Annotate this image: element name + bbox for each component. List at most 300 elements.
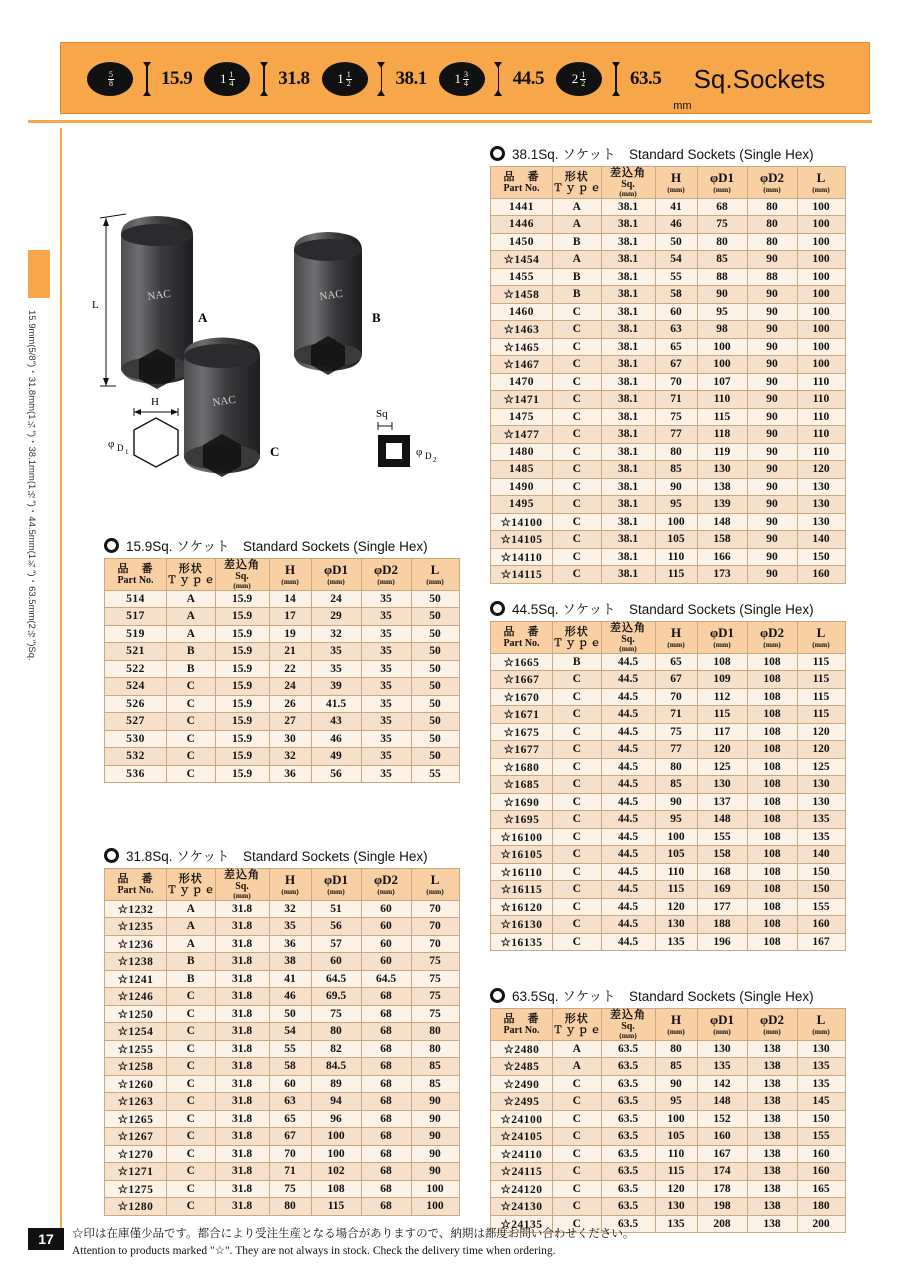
col-h-unit: (mm) <box>667 639 685 649</box>
cell-part-no: ☆1255 <box>105 1040 167 1058</box>
cell-d1: 85 <box>697 251 747 269</box>
cell-l: 75 <box>411 988 459 1006</box>
dimension-arrow-icon <box>374 62 390 96</box>
socket-illustration-svg <box>86 140 476 520</box>
col-d1-en: φD1 <box>323 872 348 888</box>
cell-d2: 35 <box>361 625 411 643</box>
table-row <box>491 671 846 689</box>
cell-part-no: 519 <box>105 625 167 643</box>
cell-d1: 130 <box>697 461 747 479</box>
cell-h: 95 <box>655 811 697 829</box>
cell-h: 63 <box>655 321 697 339</box>
cell-l: 70 <box>411 935 459 953</box>
cell-drive: 38.1 <box>601 251 655 269</box>
size-whole: 2 <box>571 71 579 86</box>
cell-drive: 63.5 <box>601 1198 655 1216</box>
col-h-en: H <box>284 872 296 888</box>
cell-d1: 32 <box>311 625 361 643</box>
header-band <box>60 42 870 114</box>
col-h-en: H <box>670 625 682 641</box>
cell-l: 135 <box>797 1058 845 1076</box>
table-wrapper-15-9 <box>104 558 460 783</box>
cell-type: C <box>553 461 602 479</box>
cell-drive: 38.1 <box>601 321 655 339</box>
cell-h: 67 <box>269 1128 311 1146</box>
cell-h: 50 <box>655 233 697 251</box>
cell-d2: 90 <box>747 286 797 304</box>
cell-part-no: ☆1477 <box>491 426 553 444</box>
section-title-44-5 <box>490 598 814 618</box>
size-fraction-denominator: 8 <box>109 78 113 88</box>
cell-d1: 100 <box>311 1128 361 1146</box>
cell-type: A <box>553 1058 602 1076</box>
cell-d1: 69.5 <box>311 988 361 1006</box>
cell-part-no: ☆24105 <box>491 1128 553 1146</box>
table-row <box>491 741 846 759</box>
col-type-en: Ｔ ｙ ｐ ｅ <box>167 884 215 896</box>
socket-b-graphic <box>294 232 381 375</box>
cell-part-no: ☆16110 <box>491 863 553 881</box>
col-type-jp: 形状 <box>178 872 203 885</box>
table-row <box>491 793 846 811</box>
cell-d1: 115 <box>697 408 747 426</box>
cell-d1: 98 <box>697 321 747 339</box>
size-fraction-numerator: 1 <box>581 69 586 79</box>
cell-h: 110 <box>655 863 697 881</box>
cell-d2: 108 <box>747 828 797 846</box>
cell-h: 70 <box>655 688 697 706</box>
cell-d1: 35 <box>311 660 361 678</box>
header-size-item-3 <box>322 62 427 96</box>
cell-part-no: ☆1690 <box>491 793 553 811</box>
cell-type: C <box>553 1180 602 1198</box>
table-wrapper-38-1 <box>490 166 846 584</box>
cell-type: C <box>167 1110 216 1128</box>
col-d2-en: φD2 <box>759 170 784 186</box>
cell-h: 55 <box>269 1040 311 1058</box>
cell-h: 46 <box>655 216 697 234</box>
size-badge-icon <box>556 62 602 96</box>
cell-type: C <box>553 356 602 374</box>
svg-text:B: B <box>372 310 381 325</box>
cell-d2: 60 <box>361 935 411 953</box>
col-drive-unit: (mm) <box>619 644 637 654</box>
table-row <box>491 863 846 881</box>
cell-d2: 35 <box>361 713 411 731</box>
cell-h: 115 <box>655 566 697 584</box>
cell-type: C <box>553 741 602 759</box>
cell-type: C <box>553 1198 602 1216</box>
cell-h: 130 <box>655 1198 697 1216</box>
cell-l: 75 <box>411 1005 459 1023</box>
cell-drive: 38.1 <box>601 426 655 444</box>
cell-h: 36 <box>269 765 311 783</box>
cell-part-no: ☆14115 <box>491 566 553 584</box>
table-row <box>491 811 846 829</box>
cell-l: 110 <box>797 408 845 426</box>
table-row <box>491 688 846 706</box>
cell-type: C <box>553 1093 602 1111</box>
table-row <box>105 1058 460 1076</box>
cell-type: C <box>553 373 602 391</box>
col-drive-en: Sq. <box>621 634 635 646</box>
cell-part-no: ☆1685 <box>491 776 553 794</box>
cell-h: 19 <box>269 625 311 643</box>
cell-drive: 31.8 <box>215 918 269 936</box>
cell-type: C <box>553 863 602 881</box>
cell-drive: 44.5 <box>601 776 655 794</box>
header-divider <box>28 120 872 123</box>
col-d2-unit: (mm) <box>763 639 781 649</box>
cell-d2: 68 <box>361 1163 411 1181</box>
cell-drive: 31.8 <box>215 970 269 988</box>
table-wrapper-44-5 <box>490 621 846 951</box>
cell-type: A <box>167 900 216 918</box>
header-size-item-2 <box>204 62 309 96</box>
table-row <box>491 426 846 444</box>
table-row <box>491 321 846 339</box>
table-row <box>105 1040 460 1058</box>
cell-l: 90 <box>411 1093 459 1111</box>
cell-l: 150 <box>797 863 845 881</box>
col-d1 <box>311 869 361 901</box>
cell-d1: 100 <box>697 356 747 374</box>
cell-type: A <box>167 918 216 936</box>
cell-l: 180 <box>797 1198 845 1216</box>
col-drive-jp: 差込角 <box>224 869 260 881</box>
size-mm-value: 44.5 <box>512 68 544 89</box>
section-title-label: 15.9Sq. ソケット Standard Sockets (Single Hex) <box>126 539 428 554</box>
cell-l: 100 <box>797 286 845 304</box>
table-row <box>105 765 460 783</box>
table-wrapper-31-8 <box>104 868 460 1216</box>
cell-part-no: ☆1467 <box>491 356 553 374</box>
cell-drive: 44.5 <box>601 846 655 864</box>
table-row <box>105 1110 460 1128</box>
cell-type: C <box>553 688 602 706</box>
cell-drive: 38.1 <box>601 566 655 584</box>
cell-d1: 130 <box>697 1040 747 1058</box>
cell-part-no: 1450 <box>491 233 553 251</box>
cell-type: C <box>553 408 602 426</box>
cell-type: C <box>167 1075 216 1093</box>
cell-drive: 15.9 <box>215 608 269 626</box>
cell-part-no: 514 <box>105 590 167 608</box>
col-d1 <box>311 559 361 591</box>
page-number: 17 <box>28 1228 64 1250</box>
spec-table-31-8 <box>104 868 460 1216</box>
cell-l: 50 <box>411 608 459 626</box>
cell-h: 115 <box>655 881 697 899</box>
cell-d1: 118 <box>697 426 747 444</box>
table-row <box>105 1075 460 1093</box>
cell-d2: 90 <box>747 478 797 496</box>
cell-part-no: 521 <box>105 643 167 661</box>
cell-l: 100 <box>797 233 845 251</box>
cell-part-no: ☆1670 <box>491 688 553 706</box>
cell-type: C <box>167 1198 216 1216</box>
col-drive-en: Sq. <box>621 1021 635 1033</box>
cell-h: 41 <box>269 970 311 988</box>
cell-d1: 169 <box>697 881 747 899</box>
cell-d2: 138 <box>747 1180 797 1198</box>
cell-drive: 31.8 <box>215 900 269 918</box>
section-title-label: 44.5Sq. ソケット Standard Sockets (Single Hex) <box>512 602 814 617</box>
cell-l: 115 <box>797 706 845 724</box>
col-d2-unit: (mm) <box>377 576 395 586</box>
cell-drive: 63.5 <box>601 1145 655 1163</box>
cell-l: 115 <box>797 653 845 671</box>
cell-part-no: ☆1250 <box>105 1005 167 1023</box>
cell-type: C <box>553 1215 602 1233</box>
cell-d2: 138 <box>747 1128 797 1146</box>
cell-drive: 44.5 <box>601 881 655 899</box>
cell-drive: 38.1 <box>601 286 655 304</box>
cell-d1: 158 <box>697 846 747 864</box>
cell-d2: 108 <box>747 723 797 741</box>
col-d1-en: φD1 <box>709 625 734 641</box>
col-drive-jp: 差込角 <box>610 622 646 634</box>
size-fraction-denominator: 4 <box>464 78 468 88</box>
cell-d2: 68 <box>361 1180 411 1198</box>
cell-drive: 38.1 <box>601 531 655 549</box>
cell-part-no: ☆16120 <box>491 898 553 916</box>
cell-h: 24 <box>269 678 311 696</box>
cell-type: C <box>167 695 216 713</box>
size-fraction <box>229 71 235 88</box>
cell-d2: 138 <box>747 1110 797 1128</box>
cell-part-no: ☆1267 <box>105 1128 167 1146</box>
spec-table-38-1 <box>490 166 846 584</box>
cell-type: C <box>553 811 602 829</box>
bullet-ring-icon <box>490 146 505 161</box>
col-d2 <box>747 1009 797 1041</box>
cell-d2: 68 <box>361 1058 411 1076</box>
cell-h: 50 <box>269 1005 311 1023</box>
cell-d1: 125 <box>697 758 747 776</box>
cell-h: 71 <box>655 706 697 724</box>
cell-h: 115 <box>655 1163 697 1181</box>
header-size-item-5 <box>556 62 661 96</box>
cell-h: 75 <box>269 1180 311 1198</box>
cell-l: 115 <box>797 688 845 706</box>
cell-d1: 80 <box>697 233 747 251</box>
cell-type: B <box>167 970 216 988</box>
cell-part-no: 517 <box>105 608 167 626</box>
col-d2-en: φD2 <box>759 1012 784 1028</box>
cell-d2: 80 <box>747 198 797 216</box>
cell-drive: 63.5 <box>601 1163 655 1181</box>
cell-d1: 107 <box>697 373 747 391</box>
col-d1-unit: (mm) <box>713 1026 731 1036</box>
cell-h: 75 <box>655 723 697 741</box>
col-l <box>797 1009 845 1041</box>
table-row <box>491 198 846 216</box>
cell-part-no: ☆14110 <box>491 548 553 566</box>
cell-d2: 90 <box>747 251 797 269</box>
cell-l: 55 <box>411 765 459 783</box>
col-part-no-jp: 品 番 <box>117 562 154 575</box>
cell-l: 75 <box>411 970 459 988</box>
col-part-no-en: Part No. <box>503 637 540 649</box>
cell-drive: 38.1 <box>601 198 655 216</box>
cell-d2: 90 <box>747 408 797 426</box>
cell-d1: 168 <box>697 863 747 881</box>
cell-d1: 90 <box>697 286 747 304</box>
col-drive-jp: 差込角 <box>224 559 260 571</box>
cell-l: 100 <box>797 356 845 374</box>
cell-h: 105 <box>655 531 697 549</box>
table-row <box>105 953 460 971</box>
cell-d2: 35 <box>361 695 411 713</box>
cell-type: C <box>167 748 216 766</box>
cell-d1: 188 <box>697 916 747 934</box>
col-drive <box>601 1009 655 1041</box>
cell-d2: 90 <box>747 321 797 339</box>
cell-drive: 31.8 <box>215 1023 269 1041</box>
col-h <box>269 559 311 591</box>
cell-d2: 68 <box>361 1023 411 1041</box>
col-part-no-en: Part No. <box>503 182 540 194</box>
cell-type: A <box>553 251 602 269</box>
col-d2-unit: (mm) <box>377 886 395 896</box>
cell-d1: 178 <box>697 1180 747 1198</box>
cell-d2: 68 <box>361 1110 411 1128</box>
cell-type: C <box>553 338 602 356</box>
cell-drive: 31.8 <box>215 1093 269 1111</box>
size-fraction-numerator: 3 <box>464 69 468 79</box>
svg-text:D: D <box>117 443 124 453</box>
col-l-unit: (mm) <box>812 184 830 194</box>
table-row <box>491 443 846 461</box>
cell-part-no: 532 <box>105 748 167 766</box>
cell-drive: 44.5 <box>601 863 655 881</box>
cell-drive: 15.9 <box>215 713 269 731</box>
cell-d2: 35 <box>361 643 411 661</box>
table-row <box>105 643 460 661</box>
size-badge-icon <box>204 62 250 96</box>
cell-l: 50 <box>411 695 459 713</box>
table-row <box>491 1128 846 1146</box>
cell-h: 80 <box>655 758 697 776</box>
cell-part-no: 536 <box>105 765 167 783</box>
cell-drive: 63.5 <box>601 1040 655 1058</box>
col-part-no-en: Part No. <box>117 884 154 896</box>
section-title-label: 38.1Sq. ソケット Standard Sockets (Single Hex) <box>512 147 814 162</box>
svg-text:L: L <box>92 299 99 311</box>
cell-h: 65 <box>655 653 697 671</box>
cell-d1: 139 <box>697 496 747 514</box>
cell-type: C <box>167 765 216 783</box>
cell-part-no: ☆1241 <box>105 970 167 988</box>
cell-drive: 38.1 <box>601 373 655 391</box>
col-d2 <box>361 869 411 901</box>
cell-type: C <box>553 443 602 461</box>
cell-drive: 15.9 <box>215 748 269 766</box>
section-title-63-5 <box>490 985 814 1005</box>
section-title-label: 63.5Sq. ソケット Standard Sockets (Single Hex) <box>512 989 814 1004</box>
cell-l: 155 <box>797 898 845 916</box>
cell-type: B <box>167 953 216 971</box>
cell-drive: 15.9 <box>215 695 269 713</box>
cell-d1: 108 <box>311 1180 361 1198</box>
cell-drive: 44.5 <box>601 653 655 671</box>
section-title-15-9 <box>104 535 428 555</box>
cell-h: 135 <box>655 933 697 951</box>
cell-h: 110 <box>655 1145 697 1163</box>
cell-h: 30 <box>269 730 311 748</box>
cell-d2: 108 <box>747 758 797 776</box>
cell-drive: 38.1 <box>601 216 655 234</box>
table-row <box>491 356 846 374</box>
col-part-no-en: Part No. <box>117 574 154 586</box>
col-type <box>553 622 602 654</box>
svg-text:A: A <box>198 310 208 325</box>
cell-l: 50 <box>411 730 459 748</box>
bullet-ring-icon <box>490 601 505 616</box>
cell-d2: 138 <box>747 1198 797 1216</box>
col-type <box>167 559 216 591</box>
bullet-ring-icon <box>104 538 119 553</box>
dimension-arrow-icon <box>608 62 624 96</box>
col-part-no <box>105 559 167 591</box>
cell-l: 130 <box>797 496 845 514</box>
spec-table-15-9 <box>104 558 460 783</box>
cell-d2: 60 <box>361 918 411 936</box>
page-title: Sq.Sockets <box>693 63 826 94</box>
cell-part-no: ☆1275 <box>105 1180 167 1198</box>
table-row <box>491 1198 846 1216</box>
cell-h: 67 <box>655 671 697 689</box>
cell-l: 50 <box>411 660 459 678</box>
cell-d2: 35 <box>361 608 411 626</box>
col-h <box>655 1009 697 1041</box>
col-h-unit: (mm) <box>281 576 299 586</box>
cell-part-no: ☆2485 <box>491 1058 553 1076</box>
cell-h: 75 <box>655 408 697 426</box>
cell-d1: 152 <box>697 1110 747 1128</box>
table-row <box>491 933 846 951</box>
table-row <box>491 776 846 794</box>
col-d2-unit: (mm) <box>763 184 781 194</box>
table-row <box>105 1145 460 1163</box>
col-type-en: Ｔ ｙ ｐ ｅ <box>553 182 601 194</box>
cell-d1: 41.5 <box>311 695 361 713</box>
cell-d1: 158 <box>697 531 747 549</box>
col-d2-en: φD2 <box>759 625 784 641</box>
cell-l: 75 <box>411 953 459 971</box>
table-row <box>105 608 460 626</box>
cell-d1: 148 <box>697 811 747 829</box>
cell-drive: 63.5 <box>601 1128 655 1146</box>
table-row <box>105 1180 460 1198</box>
col-type-jp: 形状 <box>564 170 589 183</box>
cell-d1: 100 <box>311 1145 361 1163</box>
col-type-en: Ｔ ｙ ｐ ｅ <box>167 574 215 586</box>
cell-part-no: ☆1260 <box>105 1075 167 1093</box>
size-fraction <box>463 71 469 88</box>
cell-part-no: ☆1465 <box>491 338 553 356</box>
svg-text:NAC: NAC <box>146 287 172 303</box>
footer-note <box>72 1226 872 1259</box>
cell-l: 70 <box>411 918 459 936</box>
cell-d2: 90 <box>747 338 797 356</box>
cell-part-no: 526 <box>105 695 167 713</box>
cell-part-no: 1480 <box>491 443 553 461</box>
cell-drive: 44.5 <box>601 828 655 846</box>
cell-part-no: ☆1671 <box>491 706 553 724</box>
cell-type: C <box>553 671 602 689</box>
